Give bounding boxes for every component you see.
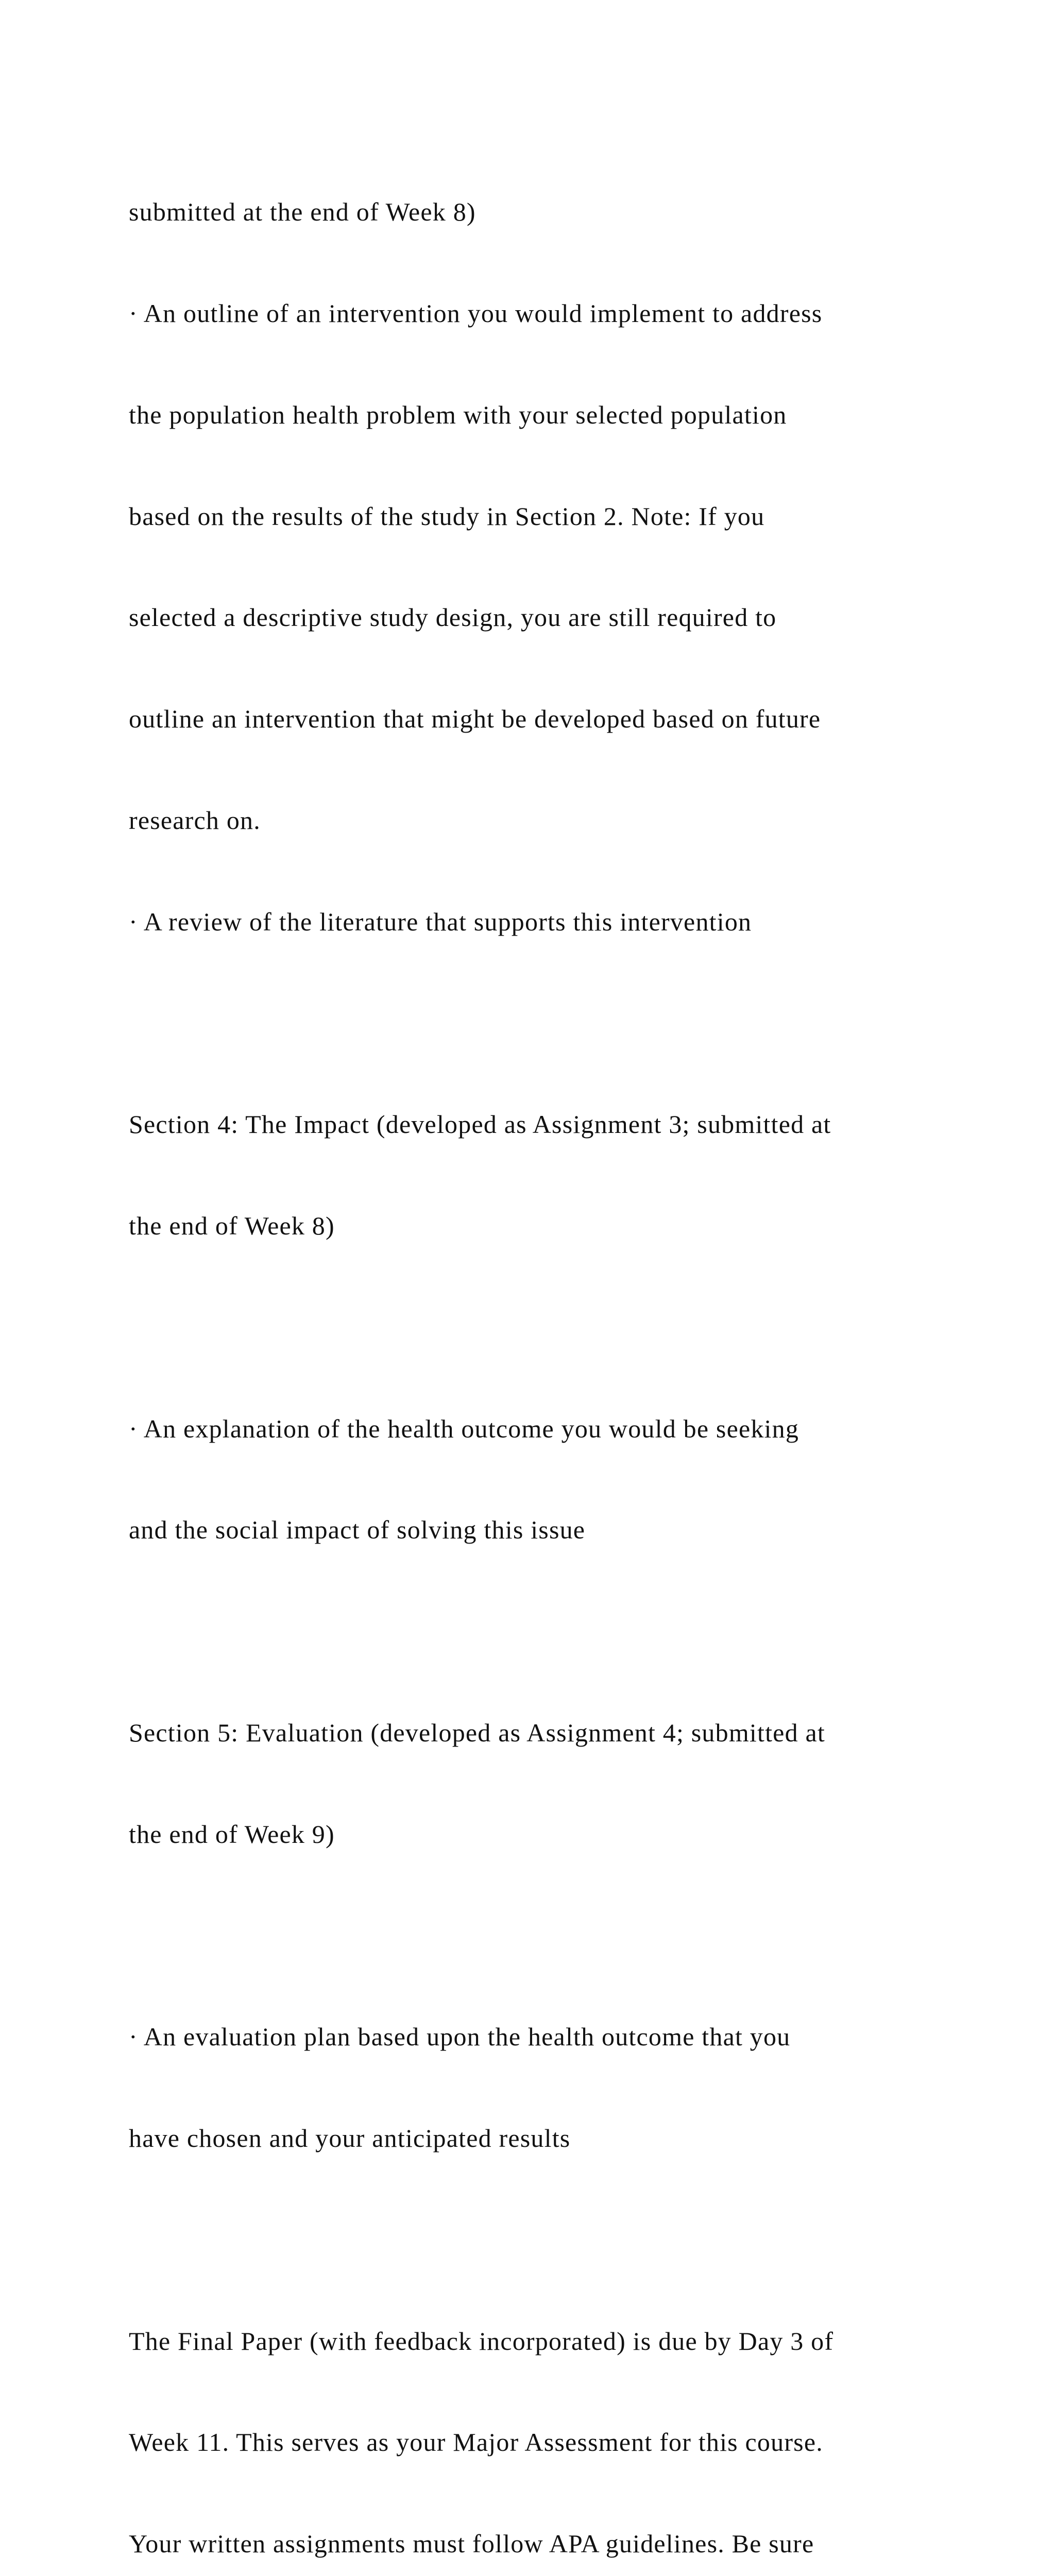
text-line: based on the results of the study in Section 2. Note: If you [129,501,765,531]
text-line: the end of Week 8) [129,1211,335,1240]
section-5-heading: Section 5: Evaluation (developed as Assignment 4; submitted at [129,1718,825,1747]
text-line: Your written assignments must follow APA guidelines. Be sure [129,2529,814,2558]
text-line: selected a descriptive study design, you are still required to [129,603,777,632]
final-paper-paragraph: The Final Paper (with feedback incorporated) is due by Day 3 of [129,2326,834,2355]
text-line: have chosen and your anticipated results [129,2124,571,2153]
blank-line [129,1615,974,1649]
text-line: and the social impact of solving this issue [129,1515,586,1545]
text-line: · An evaluation plan based upon the health outcome that you [129,2022,791,2052]
text-line: Week 11. This serves as your Major Assessment for this course. [129,2428,823,2457]
text-line: · A review of the literature that supports this intervention [129,907,752,936]
blank-line [129,1311,974,1345]
text-line: research on. [129,805,261,835]
text-line: · An explanation of the health outcome you would be seeking [129,1414,799,1443]
blank-line [129,2223,974,2257]
text-line: · An outline of an intervention you would implement to address [129,298,823,328]
document-body [129,128,974,2576]
text-line: submitted at the end of Week 8) [129,197,476,227]
text-line: outline an intervention that might be developed based on future [129,704,821,734]
text-line: the population health problem with your selected population [129,400,787,429]
blank-line [129,1006,974,1040]
text-line: the end of Week 9) [129,1819,335,1849]
blank-line [129,1919,974,1953]
section-4-heading: Section 4: The Impact (developed as Assignment 3; submitted at [129,1110,831,1139]
